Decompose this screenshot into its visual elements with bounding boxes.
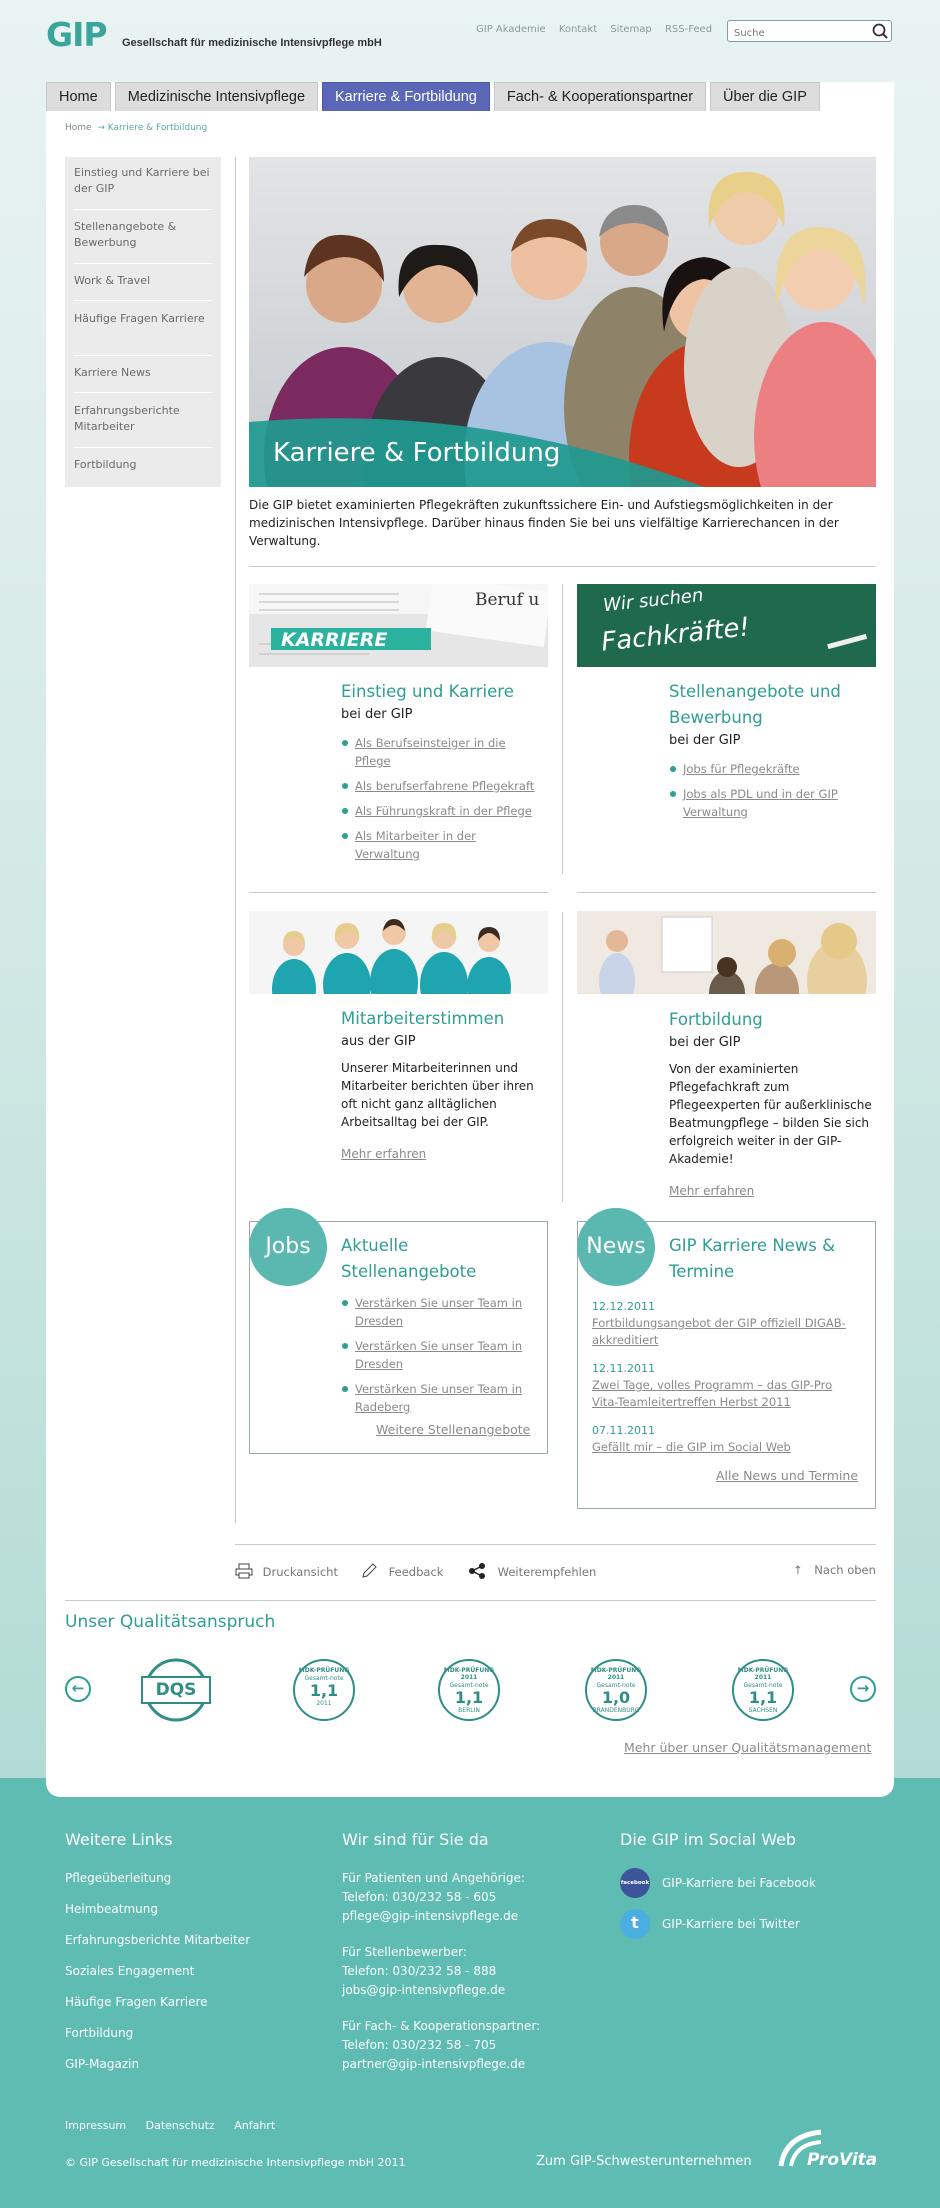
list-item[interactable]: Jobs für Pflegekräfte — [669, 760, 874, 778]
card-bottom — [46, 1778, 894, 1797]
list-item[interactable]: Verstärken Sie unser Team in Dresden — [341, 1337, 539, 1373]
stellen-subtitle: bei der GIP — [669, 733, 741, 748]
hero-title: Karriere & Fortbildung — [273, 438, 561, 468]
fortbildung-title[interactable]: Fortbildung — [669, 1010, 763, 1029]
mitarbeiter-block — [341, 1006, 541, 1161]
stellen-links — [669, 760, 874, 821]
breadcrumb-current: Karriere & Fortbildung — [107, 123, 208, 133]
legal-links — [65, 2119, 275, 2132]
feedback-link[interactable]: Feedback — [361, 1563, 443, 1579]
karriere-label: KARRIERE — [281, 629, 388, 651]
search-input[interactable] — [734, 28, 864, 39]
news-badge: News — [577, 1208, 655, 1286]
mitarbeiter-text: Unserer Mitarbeiterinnen und Mitarbeiter berichten über ihren oft nicht ganz alltäglichen Arbeitsalltag bei der GIP. — [341, 1061, 534, 1129]
arrow-up-icon: ↑ — [793, 1563, 803, 1577]
carousel-next-arrow-icon[interactable]: → — [850, 1676, 876, 1702]
twitter-link[interactable] — [620, 1909, 880, 1939]
top-link-akademie[interactable]: GIP Akademie — [476, 24, 546, 35]
sidebar-item-fortbildung[interactable]: Fortbildung — [74, 458, 137, 471]
logo-mark: GIP — [46, 15, 107, 54]
anfahrt-link[interactable]: Anfahrt — [234, 2119, 276, 2132]
list-item[interactable]: Als Führungskraft in der Pflege — [341, 802, 541, 820]
footer-link[interactable]: Häufige Fragen Karriere — [65, 1995, 208, 2009]
tab-home[interactable]: Home — [46, 82, 111, 111]
main-nav — [46, 82, 824, 111]
contact-phone: Telefon: 030/232 58 - 605 — [342, 1890, 497, 1904]
einstieg-block — [341, 679, 541, 870]
mdk-seal[interactable]: MDK-PRÜFUNG 2011 Gesamt-note 1,0 BRANDENBURG — [585, 1659, 647, 1721]
footer-contact-title: Wir sind für Sie da — [342, 1830, 489, 1849]
logo[interactable] — [46, 15, 446, 54]
jobs-list — [341, 1294, 539, 1423]
footer-link[interactable]: GIP-Magazin — [65, 2057, 140, 2071]
fachkraefte-image — [577, 584, 876, 667]
share-icon — [468, 1563, 486, 1579]
news-item[interactable] — [592, 1299, 862, 1349]
fortbildung-text: Von der examinierten Pflegefachkraft zum Pflegeexperten für außerklinische Beatmungpflege – bilden Sie sich erfolgreich weiter in der GIP-Akademie! — [669, 1062, 872, 1166]
news-item[interactable] — [592, 1423, 862, 1456]
mitarbeiter-image — [249, 911, 548, 994]
sidebar-item-work-travel[interactable]: Work & Travel — [74, 273, 212, 301]
news-more-link[interactable]: Alle News und Termine — [716, 1468, 859, 1483]
contact-email[interactable]: jobs@gip-intensivpflege.de — [342, 1983, 506, 1997]
jobs-badge: Jobs — [249, 1208, 327, 1286]
jobs-more-link[interactable]: Weitere Stellenangebote — [376, 1422, 531, 1437]
tab-intensivpflege[interactable]: Medizinische Intensivpflege — [115, 82, 318, 111]
chalk-text-1: Wir suchen — [602, 584, 705, 617]
fortbildung-image — [577, 911, 876, 994]
facebook-link[interactable] — [620, 1868, 880, 1898]
karriere-image — [249, 584, 548, 667]
news-link[interactable]: Gefällt mir – die GIP im Social Web — [592, 1440, 791, 1454]
tab-partner[interactable]: Fach- & Kooperationspartner — [494, 82, 706, 111]
chalk-text-2: Fachkräfte! — [599, 612, 752, 658]
contact-email[interactable]: partner@gip-intensivpflege.de — [342, 2057, 526, 2071]
fortbildung-block — [669, 1007, 874, 1198]
footer-link[interactable]: Erfahrungsberichte Mitarbeiter — [65, 1933, 251, 1947]
search-box — [727, 20, 892, 42]
breadcrumb — [65, 123, 207, 133]
news-link[interactable]: Fortbildungsangebot der GIP offiziell DIGAB-akkreditiert — [592, 1316, 846, 1347]
twitter-label: GIP-Karriere bei Twitter — [662, 1917, 800, 1931]
contact-group — [342, 1943, 602, 2000]
footer-links-title: Weitere Links — [65, 1830, 173, 1849]
tab-karriere[interactable]: Karriere & Fortbildung — [322, 82, 490, 111]
sidebar-item-faq[interactable]: Häufige Fragen Karriere — [74, 311, 212, 356]
news-date: 12.11.2011 — [592, 1362, 655, 1375]
mitarbeiter-more-link[interactable]: Mehr erfahren — [341, 1147, 427, 1161]
footer-link[interactable]: Fortbildung — [65, 2026, 134, 2040]
list-item[interactable]: Als berufserfahrene Pflegekraft — [341, 777, 541, 795]
logo-subtitle: Gesellschaft für medizinische Intensivpflege mbH — [122, 37, 382, 49]
column-divider — [562, 912, 563, 1202]
quality-title: Unser Qualitätsanspruch — [65, 1612, 276, 1632]
print-icon — [235, 1563, 253, 1579]
sidebar-item-stellen[interactable]: Stellenangebote & Bewerbung — [74, 219, 212, 264]
facebook-icon: facebook — [620, 1868, 650, 1898]
contact-label: Für Patienten und Angehörige: — [342, 1871, 525, 1885]
dqs-seal[interactable] — [136, 1657, 216, 1723]
divider — [249, 566, 876, 567]
list-item[interactable]: Verstärken Sie unser Team in Dresden — [341, 1294, 539, 1330]
news-link[interactable]: Zwei Tage, volles Programm – das GIP-Pro Vita-Teamleitertreffen Herbst 2011 — [592, 1378, 833, 1409]
copyright: © GIP Gesellschaft für medizinische Intensivpflege mbH 2011 — [65, 2156, 406, 2169]
footer-social-title: Die GIP im Social Web — [620, 1830, 797, 1849]
divider — [577, 892, 876, 893]
newspaper-headline: Beruf u — [475, 590, 540, 610]
divider — [65, 1600, 876, 1601]
breadcrumb-home[interactable]: Home — [65, 123, 92, 133]
divider — [249, 892, 548, 893]
breadcrumb-arrow-icon: → — [94, 123, 105, 133]
intro-text: Die GIP bietet examinierten Pflegekräften zukunftssichere Ein- und Aufstiegsmöglichkeiten in der medizinischen Intensivpflege. Darüber hinaus finden Sie bei uns vielfältige Karrierechancen in der Verwaltung. — [249, 498, 839, 548]
list-item[interactable]: Verstärken Sie unser Team in Radeberg — [341, 1380, 539, 1416]
sidebar — [65, 157, 221, 487]
mdk-seal[interactable]: MDK-PRÜFUNG Gesamt-note 1,1 2011 — [293, 1659, 355, 1721]
top-links — [476, 24, 722, 35]
footer-link[interactable]: Pflegeüberleitung — [65, 1871, 172, 1885]
mdk-seal[interactable]: MDK-PRÜFUNG 2011 Gesamt-note 1,1 SACHSEN — [732, 1659, 794, 1721]
carousel-prev-arrow-icon[interactable]: ← — [65, 1676, 91, 1702]
footer-link[interactable]: Soziales Engagement — [65, 1964, 195, 1978]
column-divider — [562, 584, 563, 874]
pencil-icon — [361, 1563, 379, 1579]
fortbildung-more-link[interactable]: Mehr erfahren — [669, 1184, 755, 1198]
top-link-sitemap[interactable]: Sitemap — [610, 24, 652, 35]
top-link-kontakt[interactable]: Kontakt — [558, 24, 598, 35]
top-link-rss[interactable]: RSS-Feed — [664, 24, 713, 35]
search-icon[interactable] — [871, 22, 889, 40]
stellen-block — [669, 679, 874, 828]
mitarbeiter-title[interactable]: Mitarbeiterstimmen — [341, 1009, 505, 1028]
footer-links — [65, 1863, 250, 2080]
datenschutz-link[interactable]: Datenschutz — [145, 2119, 215, 2132]
sidebar-item-news[interactable]: Karriere News — [74, 365, 212, 393]
share-link[interactable]: Weiterempfehlen — [468, 1563, 596, 1579]
sidebar-item-erfahrung[interactable]: Erfahrungsberichte Mitarbeiter — [74, 403, 212, 448]
news-date: 07.11.2011 — [592, 1424, 655, 1437]
list-item[interactable]: Jobs als PDL und in der GIP Verwaltung — [669, 785, 874, 821]
news-item[interactable] — [592, 1361, 862, 1411]
news-title[interactable]: GIP Karriere News & Termine — [669, 1236, 836, 1281]
twitter-icon: t — [620, 1909, 650, 1939]
footer-contacts — [342, 1869, 602, 2074]
contact-email[interactable]: pflege@gip-intensivpflege.de — [342, 1909, 519, 1923]
dqs-label: DQS — [155, 1680, 197, 1700]
provita-logo-text: ProVita — [807, 2150, 878, 2170]
list-item[interactable]: Als Mitarbeiter in der Verwaltung — [341, 827, 541, 863]
content-divider — [235, 157, 236, 1523]
provita-logo[interactable] — [777, 2128, 878, 2178]
tab-ueber[interactable]: Über die GIP — [710, 82, 820, 111]
news-list — [592, 1299, 862, 1456]
staff-photo — [249, 911, 548, 994]
contact-phone: Telefon: 030/232 58 - 888 — [342, 1964, 497, 1978]
list-item[interactable]: Als Berufseinsteiger in die Pflege — [341, 734, 541, 770]
einstieg-subtitle: bei der GIP — [341, 707, 413, 722]
sister-company-link[interactable]: Zum GIP-Schwesterunternehmen — [536, 2154, 752, 2169]
stellen-title[interactable]: Stellenangebote und Bewerbung — [669, 682, 841, 727]
contact-group — [342, 1869, 602, 1926]
einstieg-links — [341, 734, 541, 863]
contact-label: Für Stellenbewerber: — [342, 1945, 467, 1959]
contact-group — [342, 2017, 602, 2074]
fortbildung-subtitle: bei der GIP — [669, 1035, 741, 1050]
back-to-top-link[interactable]: ↑ Nach oben — [793, 1563, 876, 1577]
training-photo — [577, 911, 876, 994]
facebook-label: GIP-Karriere bei Facebook — [662, 1876, 816, 1890]
contact-label: Für Fach- & Kooperationspartner: — [342, 2019, 541, 2033]
footer-link[interactable]: Heimbeatmung — [65, 1902, 159, 1916]
mdk-seal[interactable]: MDK-PRÜFUNG 2011 Gesamt-note 1,1 BERLIN — [438, 1659, 500, 1721]
news-date: 12.12.2011 — [592, 1300, 655, 1313]
print-link[interactable]: Druckansicht — [235, 1563, 338, 1579]
mitarbeiter-subtitle: aus der GIP — [341, 1034, 416, 1049]
impressum-link[interactable]: Impressum — [65, 2119, 127, 2132]
einstieg-title[interactable]: Einstieg und Karriere — [341, 682, 514, 701]
divider — [235, 1544, 876, 1545]
jobs-title[interactable]: Aktuelle Stellenangebote — [341, 1236, 477, 1281]
contact-phone: Telefon: 030/232 58 - 705 — [342, 2038, 497, 2052]
quality-more-link[interactable]: Mehr über unser Qualitätsmanagement — [624, 1740, 872, 1755]
sidebar-item-einstieg[interactable]: Einstieg und Karriere bei der GIP — [74, 165, 212, 210]
